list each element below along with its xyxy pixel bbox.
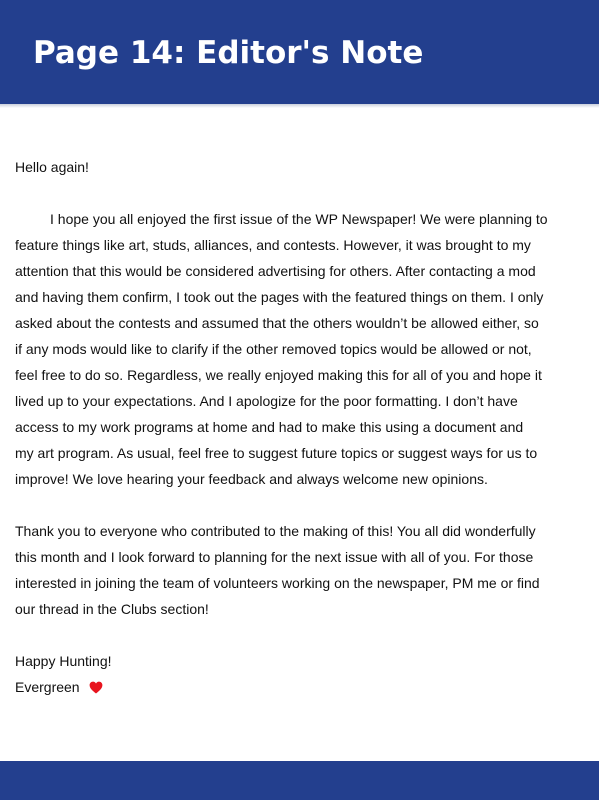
- paragraph-line: my art program. As usual, feel free to suggest future topics or suggest ways for us to: [15, 445, 538, 461]
- paragraph-line: this month and I look forward to planning for the next issue with all of you. For those: [15, 549, 534, 565]
- paragraph-spacer: [15, 492, 595, 518]
- paragraph-line: our thread in the Clubs section!: [15, 601, 209, 617]
- paragraph-line: feel free to do so. Regardless, we really enjoyed making this for all of you and hope it: [15, 367, 542, 383]
- paragraph-line: if any mods would like to clarify if the other removed topics would be allowed or not,: [15, 341, 532, 357]
- letter-closing: Happy Hunting!: [15, 653, 112, 669]
- paragraph-line: access to my work programs at home and had to make this using a document and: [15, 419, 524, 435]
- footer-band: [0, 761, 599, 800]
- letter-paragraph-1: [15, 206, 595, 492]
- paragraph-line: attention that this would be considered advertising for others. After contacting a mod: [15, 263, 536, 279]
- editors-note-letter: [15, 154, 595, 700]
- paragraph-spacer: [15, 622, 595, 648]
- paragraph-line: feature things like art, studs, alliances, and contests. However, it was brought to my: [15, 237, 531, 253]
- paragraph-line: and having them confirm, I took out the pages with the featured things on them. I only: [15, 289, 544, 305]
- header-shadow: [0, 104, 599, 108]
- paragraph-line: interested in joining the team of volunteers working on the newspaper, PM me or find: [15, 575, 540, 591]
- paragraph-line: I hope you all enjoyed the first issue of the WP Newspaper! We were planning to: [50, 211, 548, 227]
- paragraph-spacer: [15, 180, 595, 206]
- letter-signature-line: [15, 674, 595, 700]
- paragraph-line: asked about the contests and assumed that the others wouldn’t be allowed either, so: [15, 315, 539, 331]
- letter-signature: Evergreen: [15, 679, 80, 695]
- header-band: [0, 0, 599, 104]
- letter-greeting: Hello again!: [15, 159, 89, 175]
- heart-icon: [89, 676, 103, 702]
- paragraph-line: lived up to your expectations. And I apologize for the poor formatting. I don’t have: [15, 393, 518, 409]
- paragraph-line: improve! We love hearing your feedback and always welcome new opinions.: [15, 471, 488, 487]
- page-title: Page 14: Editor's Note: [33, 35, 424, 71]
- letter-paragraph-2: [15, 518, 595, 622]
- paragraph-line: Thank you to everyone who contributed to the making of this! You all did wonderfully: [15, 523, 536, 539]
